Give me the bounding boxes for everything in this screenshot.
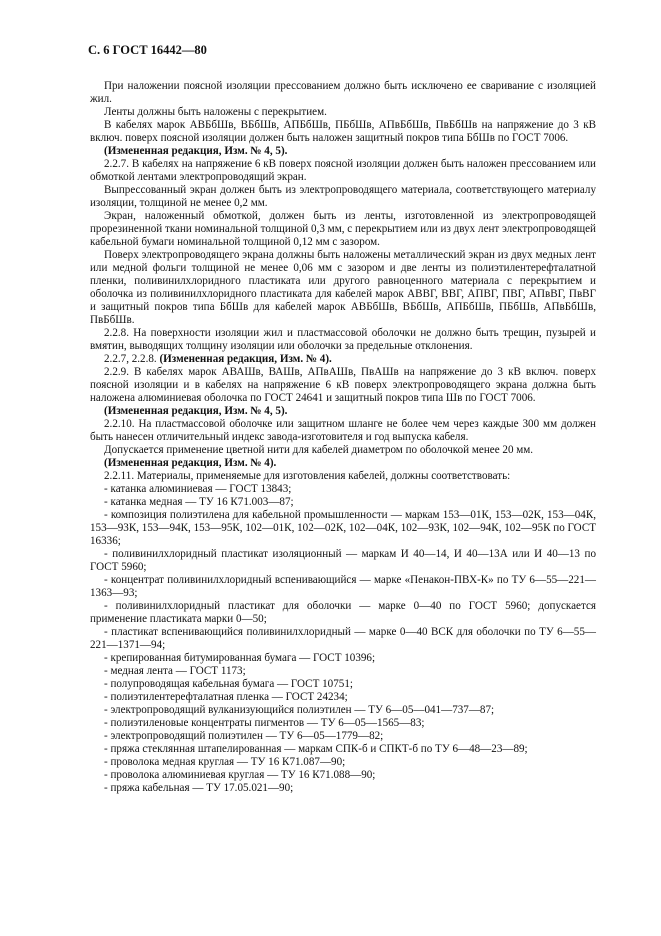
page-header: С. 6 ГОСТ 16442—80 <box>88 43 207 57</box>
clause-2-2-8: 2.2.8. На поверхности изоляции жил и пластмассовой оболочки не должно быть трещин, пузырей и вмятин, выводящих толщину изоляции или оболочки за предельные отклонения. <box>90 327 596 352</box>
list-item: - полиэтилентерефталатная пленка — ГОСТ 24234; <box>104 691 348 703</box>
list-item: - проволока алюминиевая круглая — ТУ 16 К71.088—90; <box>104 769 376 781</box>
list-item: - пряжа стеклянная штапелированная — маркам СПК-б и СПКТ-б по ТУ 6—48—23—89; <box>104 743 528 755</box>
paragraph: При наложении поясной изоляции прессованием должно быть исключено ее сваривание с изоляцией жил. <box>90 80 596 105</box>
amendment-note: (Измененная редакция, Изм. № 4, 5). <box>104 405 288 417</box>
paragraph: Поверх электропроводящего экрана должны быть наложены металлический экран из двух медных лент или медной фольги толщиной не менее 0,06 мм с зазором и две ленты из полиэтилентерефталатной пленки, поливинилхлоридного пластиката или другого равноценного материала с перекрытием и оболочка из поливинилхлоридного пластиката для кабелей марок АВВГ, ВВГ, АПВГ, ПВГ, АПвВГ, ПвВГ и защитный покров типа БбШв для кабелей марок АВБбШв, ВБбШв, АПБбШв, ПБбШв, АПвБбШв, ПвБбШв. <box>90 249 596 326</box>
list-item: - катанка алюминиевая — ГОСТ 13843; <box>104 483 292 495</box>
list-item: - полупроводящая кабельная бумага — ГОСТ 10751; <box>104 678 353 690</box>
list-item: - поливинилхлоридный пластикат для оболочки — марке 0—40 по ГОСТ 5960; допускается применение пластиката марки 0—50; <box>90 600 596 625</box>
document-page <box>90 44 596 795</box>
list-item: - проволока медная круглая — ТУ 16 К71.087—90; <box>104 756 346 768</box>
list-item: - катанка медная — ТУ 16 К71.003—87; <box>104 496 294 508</box>
paragraph: Экран, наложенный обмоткой, должен быть из ленты, изготовленной из электропроводящей прорезиненной ткани номинальной толщиной 0,3 мм, с перекрытием или из двух лент электропроводящей кабельной бумаги номинальной толщиной 0,12 мм с зазором. <box>90 210 596 248</box>
list-item: - электропроводящий полиэтилен — ТУ 6—05—1779—82; <box>104 730 384 742</box>
amendment-note <box>90 353 596 366</box>
clause-2-2-7: 2.2.7. В кабелях на напряжение 6 кВ поверх поясной изоляции должен быть наложен прессованием или обмоткой лентами электропроводящий экран. <box>90 158 596 183</box>
list-item: - крепированная битумированная бумага — ГОСТ 10396; <box>104 652 376 664</box>
paragraph: Допускается применение цветной нити для кабелей диаметром по оболочкой менее 20 мм. <box>104 444 534 456</box>
list-item: - медная лента — ГОСТ 1173; <box>104 665 246 677</box>
list-item: - пластикат вспенивающийся поливинилхлоридный — марке 0—40 ВСК для оболочки по ТУ 6—55—221—1371—94; <box>90 626 596 651</box>
list-item: - концентрат поливинилхлоридный вспенивающийся — марке «Пенакон-ПВХ-К» по ТУ 6—55—221—1363—93; <box>90 574 596 599</box>
paragraph: В кабелях марок АВБбШв, ВБбШв, АПБбШв, ПБбШв, АПвБбШв, ПвБбШв на напряжение до 3 кВ включ. поверх поясной изоляции должен быть наложен защитный покров типа БбШв по ГОСТ 7006. <box>90 119 596 144</box>
list-item: - полиэтиленовые концентраты пигментов — ТУ 6—05—1565—83; <box>104 717 425 729</box>
paragraph: Ленты должны быть наложены с перекрытием. <box>104 106 327 118</box>
clause-refs: 2.2.7, 2.2.8. <box>104 353 157 365</box>
paragraph: Выпрессованный экран должен быть из электропроводящего материала, соответствующего материалу изоляции, толщиной не менее 0,2 мм. <box>90 184 596 209</box>
amendment-note: (Измененная редакция, Изм. № 4, 5). <box>104 145 288 157</box>
list-item: - композиция полиэтилена для кабельной промышленности — маркам 153—01К, 153—02К, 153—04К, 153—93К, 153—94К, 153—95К, 102—01К, 102—02К, 102—04К, 102—93К, 102—94К, 102—95К по ГОСТ 16336; <box>90 509 596 547</box>
clause-2-2-11: 2.2.11. Материалы, применяемые для изготовления кабелей, должны соответствовать: <box>104 470 511 482</box>
clause-2-2-9: 2.2.9. В кабелях марок АВАШв, ВАШв, АПвАШв, ПвАШв на напряжение до 3 кВ включ. поверх поясной изоляции и в кабелях на напряжение 6 кВ поверх электропроводящего экрана должна быть наложена алюминиевая оболочка по ГОСТ 24641 и защитный покров типа Шв по ГОСТ 7006. <box>90 366 596 404</box>
clause-2-2-10: 2.2.10. На пластмассовой оболочке или защитном шланге не более чем через каждые 300 мм должен быть нанесен отличительный индекс завода-изготовителя и год выпуска кабеля. <box>90 418 596 443</box>
amendment-note: (Измененная редакция, Изм. № 4). <box>104 457 277 469</box>
amendment-label: (Измененная редакция, Изм. № 4). <box>159 353 332 365</box>
list-item: - поливинилхлоридный пластикат изоляционный — маркам И 40—14, И 40—13А или И 40—13 по ГОСТ 5960; <box>90 548 596 573</box>
list-item: - электропроводящий вулканизующийся полиэтилен — ТУ 6—05—041—737—87; <box>104 704 495 716</box>
list-item: - пряжа кабельная — ТУ 17.05.021—90; <box>104 782 294 794</box>
